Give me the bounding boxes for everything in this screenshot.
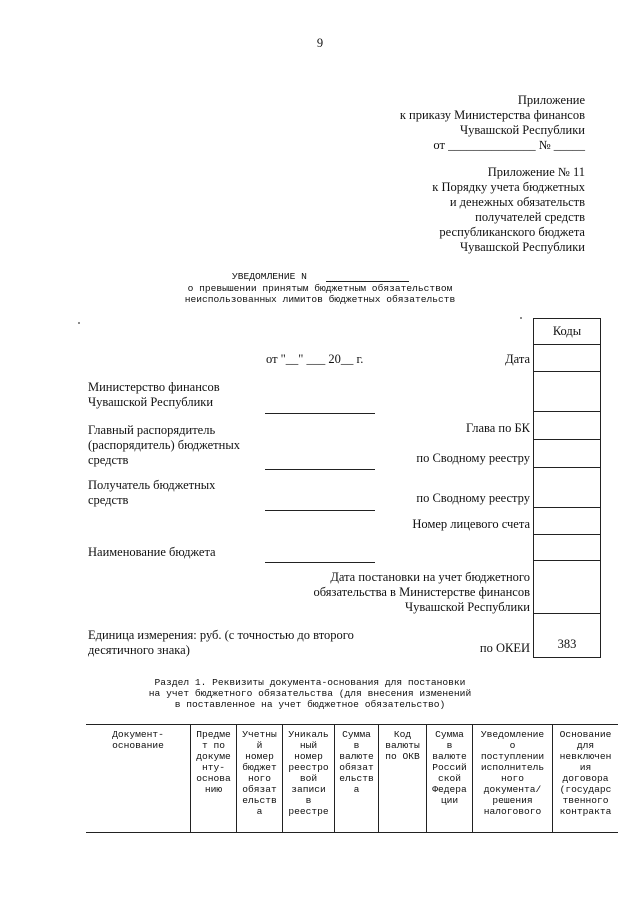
approval-line-3: Чувашской Республики <box>459 123 585 137</box>
appendix-line-6: Чувашской Республики <box>459 240 585 254</box>
section-title <box>100 677 520 710</box>
notice-line-3: неиспользованных лимитов бюджетных обязательств <box>184 294 456 305</box>
label-okei: по ОКЕИ <box>479 641 530 655</box>
label-registration <box>290 570 530 615</box>
table-header-cell: Код валюты по ОКВ <box>378 725 426 832</box>
appendix-line-1: Приложение № 11 <box>487 165 585 179</box>
code-cell-account <box>533 508 601 535</box>
appendix-header <box>330 165 585 255</box>
date-line: от "__" ___ 20__ г. <box>266 352 364 366</box>
appendix-line-4: получателей средств <box>475 210 585 224</box>
notice-line-2: о превышении принятым бюджетным обязательством <box>187 283 453 294</box>
code-cell-chapter <box>533 412 601 440</box>
approval-line-1: Приложение <box>517 93 585 107</box>
unit-line-2: десятичного знака) <box>88 643 190 657</box>
code-cell-ministry <box>533 372 601 412</box>
page-number: 9 <box>316 36 324 50</box>
approval-line-2: к приказу Министерства финансов <box>399 108 585 122</box>
label-ministry <box>88 380 220 410</box>
appendix-line-3: и денежных обязательств <box>449 195 585 209</box>
label-budget-name: Наименование бюджета <box>88 545 216 559</box>
appendix-line-5: республиканского бюджета <box>439 225 585 239</box>
notice-title: УВЕДОМЛЕНИЕ N <box>232 271 307 282</box>
label-main-manager <box>88 423 240 468</box>
table-header-cell: Предме т по докуме нту- основа нию <box>190 725 236 832</box>
table-header-cell: Сумма в валюте обязат ельств а <box>334 725 378 832</box>
ministry-line-2: Чувашской Республики <box>88 395 214 409</box>
okei-code: 383 <box>533 614 601 658</box>
unit-line-1: Единица измерения: руб. (с точностью до второго <box>88 628 354 642</box>
recipient-fill-line <box>265 510 375 511</box>
notice-number-line <box>326 281 409 282</box>
ministry-line-1: Министерство финансов <box>88 380 220 394</box>
code-cell-date <box>533 345 601 372</box>
table-header-cell: Уникаль ный номер реестро вой записи в реестре <box>282 725 334 832</box>
label-recipient <box>88 478 215 508</box>
approval-header <box>330 93 585 153</box>
recipient-line-1: Получатель бюджетных <box>88 478 216 492</box>
scan-dot <box>78 322 80 324</box>
table-header-cell: Сумма в валюте Россий ской Федера ции <box>426 725 472 832</box>
code-cell-registration <box>533 561 601 614</box>
table-header-cell: Основание для невключен ия договора (государс твенного контракта <box>552 725 618 832</box>
registration-line-3: Чувашской Республики <box>404 600 530 614</box>
approval-line-4: от ______________ № _____ <box>433 138 585 152</box>
label-date: Дата <box>505 352 530 366</box>
requisites-table-header <box>86 724 618 833</box>
code-cell-registry-1 <box>533 440 601 468</box>
registration-line-2: обязательства в Министерстве финансов <box>313 585 530 599</box>
section-line-2: на учет бюджетного обязательства (для внесения изменений <box>148 688 472 699</box>
scan-dot <box>520 317 522 319</box>
code-cell-budget <box>533 535 601 561</box>
table-header-cell: Уведомление о поступлении исполнитель ного документа/ решения налогового <box>472 725 552 832</box>
label-registry-1: по Сводному реестру <box>416 451 530 465</box>
appendix-line-2: к Порядку учета бюджетных <box>432 180 585 194</box>
budget-fill-line <box>265 562 375 563</box>
section-line-1: Раздел 1. Реквизиты документа-основания для постановки <box>154 677 466 688</box>
section-line-3: в поставленное на учет бюджетное обязательство) <box>174 699 446 710</box>
label-chapter-bk: Глава по БК <box>465 421 530 435</box>
code-cell-registry-2 <box>533 468 601 508</box>
main-manager-line-3: средств <box>88 453 129 467</box>
main-manager-fill-line <box>265 469 375 470</box>
main-manager-line-1: Главный распорядитель <box>88 423 216 437</box>
ministry-fill-line <box>265 413 375 414</box>
recipient-line-2: средств <box>88 493 129 507</box>
label-unit <box>88 628 354 658</box>
table-header-cell: Учетны й номер бюджет ного обязат ельств а <box>236 725 282 832</box>
main-manager-line-2: (распорядитель) бюджетных <box>88 438 240 452</box>
table-header-cell: Документ- основание <box>112 729 164 751</box>
registration-line-1: Дата постановки на учет бюджетного <box>330 570 530 584</box>
label-account-number: Номер лицевого счета <box>412 517 530 531</box>
codes-header: Коды <box>533 318 601 345</box>
label-registry-2: по Сводному реестру <box>416 491 530 505</box>
